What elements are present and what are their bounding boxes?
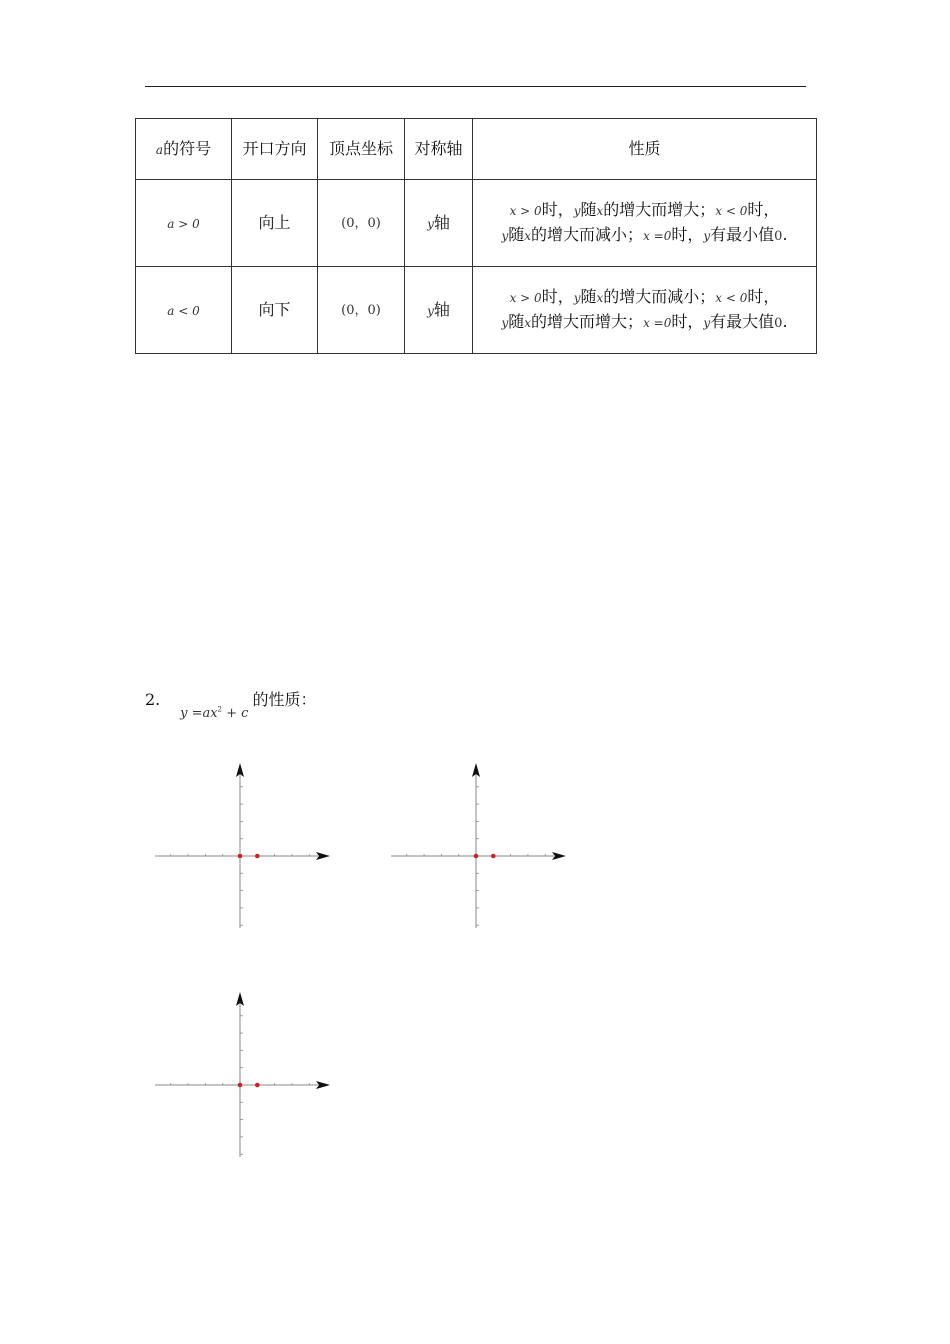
header-vertex: 顶点坐标 [318, 119, 405, 180]
header-sign-text: 的符号 [163, 138, 212, 158]
section-heading [145, 687, 317, 721]
prop-seg: 随 [508, 311, 525, 331]
prop-seg: x [596, 290, 604, 305]
coordinate-axes-1 [150, 758, 335, 930]
prop-seg: y [703, 228, 711, 243]
prop-seg: 的增大而减小； [531, 224, 644, 244]
origin-point [474, 854, 479, 859]
axis-text: 轴 [433, 212, 450, 232]
prop-seg: 有最大值 [710, 311, 775, 331]
header-sign [136, 119, 232, 180]
coordinate-axes-2 [386, 758, 571, 930]
section-number: 2. [145, 690, 161, 709]
header-property: 性质 [473, 119, 817, 180]
vertex-cell [318, 180, 405, 267]
prop-seg: x > 0 [509, 290, 542, 305]
vertex: (0，0) [341, 216, 381, 231]
opening-cell: 向下 [232, 267, 318, 354]
coordinate-axes-3 [150, 987, 335, 1159]
table-header-row [136, 119, 817, 180]
prop-seg: 时， [747, 286, 780, 306]
prop-seg: x =0 [643, 315, 672, 330]
formula-tail: + c [222, 706, 249, 721]
header-sign-var: a [155, 142, 164, 157]
vertex: (0，0) [341, 303, 381, 318]
unit-point [255, 1083, 260, 1088]
prop-seg: . [782, 311, 788, 331]
origin-point [238, 854, 243, 859]
prop-seg: y [501, 228, 509, 243]
prop-seg: 时， [747, 199, 780, 219]
table-row [136, 267, 817, 354]
prop-seg: y [501, 315, 509, 330]
prop-seg: 随 [580, 199, 597, 219]
header-axis: 对称轴 [405, 119, 473, 180]
prop-seg: 的增大而增大； [603, 199, 716, 219]
prop-seg: x > 0 [509, 203, 542, 218]
prop-seg: 时， [541, 199, 574, 219]
formula [180, 706, 248, 721]
header-rule [145, 86, 806, 87]
prop-seg: 0 [774, 315, 783, 331]
section-text: 的性质： [252, 690, 317, 709]
condition-cell [136, 180, 232, 267]
prop-seg: . [782, 224, 788, 244]
axis-var: y [427, 303, 434, 318]
formula-exponent: 2 [217, 705, 223, 714]
prop-seg: 时， [541, 286, 574, 306]
prop-seg: y [573, 203, 581, 218]
prop-seg: 0 [774, 228, 783, 244]
condition: a < 0 [167, 303, 200, 318]
axis-cell [405, 267, 473, 354]
unit-point [255, 854, 260, 859]
prop-seg: x [524, 315, 532, 330]
condition: a > 0 [167, 216, 200, 231]
vertex-cell [318, 267, 405, 354]
property-cell [473, 180, 817, 267]
axis-cell [405, 180, 473, 267]
prop-seg: y [573, 290, 581, 305]
x-axis-arrow-icon [316, 1081, 330, 1089]
prop-seg: x < 0 [715, 290, 748, 305]
prop-seg: x =0 [643, 228, 672, 243]
prop-seg: 的增大而减小； [603, 286, 716, 306]
parabola-properties-table [135, 118, 817, 354]
prop-seg: 时， [671, 311, 704, 331]
x-axis-arrow-icon [316, 852, 330, 860]
prop-seg: 时， [671, 224, 704, 244]
prop-seg: 有最小值 [710, 224, 775, 244]
x-axis-arrow-icon [552, 852, 566, 860]
header-opening: 开口方向 [232, 119, 318, 180]
condition-cell [136, 267, 232, 354]
prop-seg: 的增大而增大； [531, 311, 644, 331]
axis-var: y [427, 216, 434, 231]
prop-seg: x [596, 203, 604, 218]
formula-main: y =ax [180, 706, 218, 721]
prop-seg: 随 [508, 224, 525, 244]
prop-seg: x [524, 228, 532, 243]
opening-cell: 向上 [232, 180, 318, 267]
table-row [136, 180, 817, 267]
prop-seg: y [703, 315, 711, 330]
axis-text: 轴 [433, 299, 450, 319]
unit-point [491, 854, 496, 859]
prop-seg: 随 [580, 286, 597, 306]
prop-seg: x < 0 [715, 203, 748, 218]
property-cell [473, 267, 817, 354]
origin-point [238, 1083, 243, 1088]
